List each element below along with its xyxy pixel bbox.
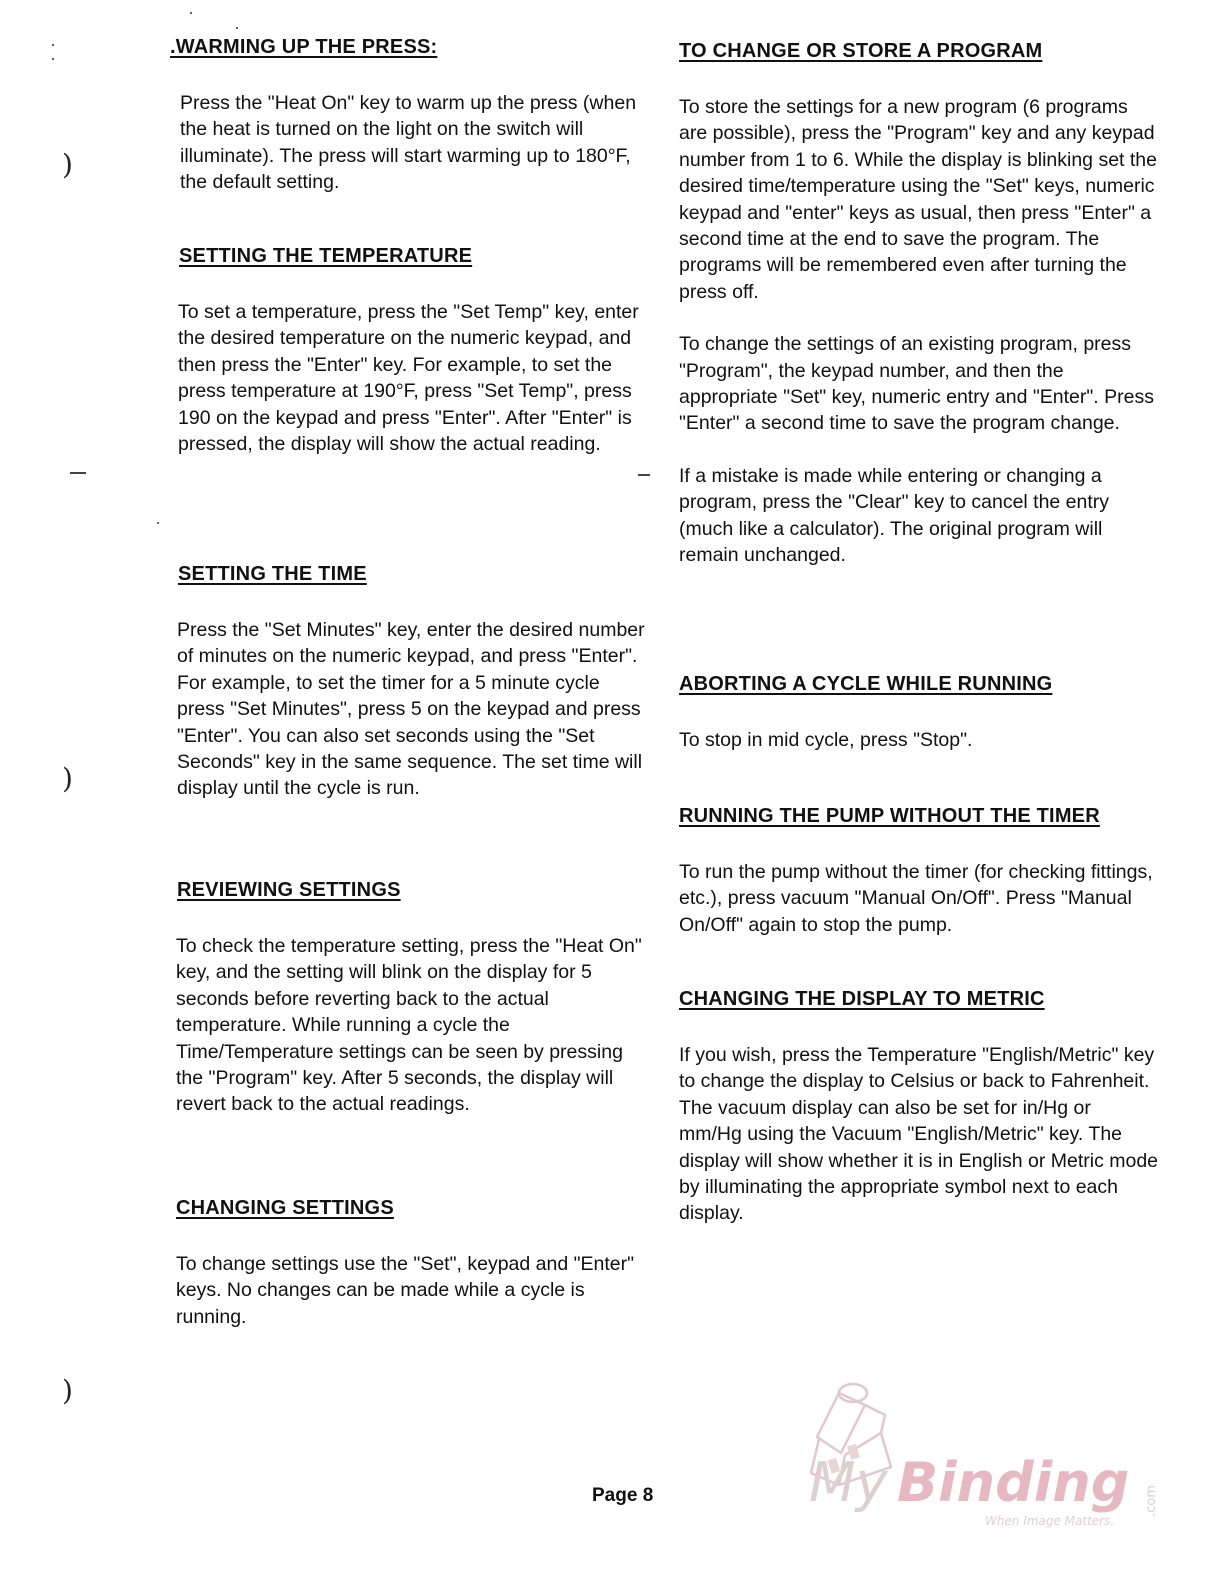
scan-speck	[157, 522, 159, 524]
para-time: Press the "Set Minutes" key, enter the desired number of minutes on the numeric keypad, and press "Enter". For example, to set the timer for a 5 minute cycle press "Set Minutes", press 5 on the keypad and press "Enter". You can also set seconds using the "Set Seconds" key in the same sequence. The set time will display until the cycle is run.	[177, 619, 645, 800]
section-reviewing	[176, 879, 651, 1118]
scan-speck	[236, 27, 238, 29]
binding-machine-icon	[805, 1375, 1175, 1535]
mybinding-watermark	[805, 1375, 1175, 1535]
para-changing: To change settings use the "Set", keypad and "Enter" keys. No changes can be made while a cycle is running.	[176, 1253, 635, 1328]
heading-pump: RUNNING THE PUMP WITHOUT THE TIMER	[679, 805, 1100, 827]
section-metric	[679, 988, 1159, 1227]
para-program-store: To store the settings for a new program (6 programs are possible), press the "Program" key and any keypad number from 1 to 6. While the display is blinking set the desired time/temperature using the "Set" keys, numeric keypad and "enter" keys as usual, then press "Enter" a second time at the end to save the program. The programs will be remembered even after turning the press off.	[679, 96, 1157, 303]
para-reviewing: To check the temperature setting, press the "Heat On" key, and the setting will blink on the display for 5 seconds before reverting back to the actual temperature. While running a cycle the Time/Temperature settings can be seen by pressing the "Program" key. After 5 seconds, the display will revert back to the actual readings.	[176, 935, 642, 1116]
para-warming: Press the "Heat On" key to warm up the press (when the heat is turned on the light on the switch will illuminate). The press will start warming up to 180°F, the default setting.	[180, 92, 637, 194]
binding-mark-3: )	[62, 1374, 73, 1407]
section-temperature	[176, 245, 651, 457]
section-warming	[170, 36, 651, 196]
scan-speck	[52, 44, 54, 46]
binding-mark-1: )	[62, 148, 73, 181]
para-aborting: To stop in mid cycle, press "Stop".	[679, 729, 973, 751]
para-temperature: To set a temperature, press the "Set Temp" key, enter the desired temperature on the numeric keypad, and then press the "Enter" key. For example, to set the press temperature at 190°F, press "Set Temp", press 190 on the keypad and press "Enter". After "Enter" is pressed, the display will show the actual reading.	[178, 301, 639, 456]
heading-time: SETTING THE TIME	[178, 563, 367, 585]
para-program-change: To change the settings of an existing program, press "Program", the keypad number, and then the appropriate "Set" key, numeric entry and "Enter". Press "Enter" a second time to save the program change.	[679, 333, 1154, 435]
para-pump: To run the pump without the timer (for checking fittings, etc.), press vacuum "Manual On/Off". Press "Manual On/Off" again to stop the pump.	[679, 861, 1153, 936]
section-aborting	[679, 673, 1159, 753]
binding-mark-2: )	[62, 762, 73, 795]
section-program	[679, 40, 1159, 569]
heading-aborting: ABORTING A CYCLE WHILE RUNNING	[679, 673, 1053, 695]
scan-dash	[70, 472, 86, 474]
section-pump	[679, 805, 1159, 938]
section-time	[176, 563, 651, 802]
brand-com: .com	[1144, 1485, 1159, 1517]
brand-binding: Binding	[897, 1451, 1130, 1514]
para-program-mistake: If a mistake is made while entering or changing a program, press the "Clear" key to cancel the entry (much like a calculator). The original program will remain unchanged.	[679, 464, 1110, 567]
scan-speck	[190, 12, 192, 14]
brand-tagline: When Image Matters.	[985, 1514, 1115, 1528]
scan-speck	[52, 58, 54, 60]
heading-warming: .WARMING UP THE PRESS:	[170, 36, 438, 58]
section-changing	[176, 1197, 651, 1330]
page-number: Page 8	[592, 1485, 654, 1506]
brand-my: My	[809, 1451, 888, 1514]
heading-metric: CHANGING THE DISPLAY TO METRIC	[679, 988, 1045, 1010]
scan-dash	[638, 474, 650, 476]
heading-changing: CHANGING SETTINGS	[176, 1197, 394, 1219]
heading-program: TO CHANGE OR STORE A PROGRAM	[679, 40, 1043, 62]
heading-temperature: SETTING THE TEMPERATURE	[179, 245, 473, 267]
para-metric: If you wish, press the Temperature "English/Metric" key to change the display to Celsius or back to Fahrenheit. The vacuum display can also be set for in/Hg or mm/Hg using the Vacuum "English/Metric" key. The display will show whether it is in English or Metric mode by illuminating the appropriate symbol next to each display.	[679, 1044, 1159, 1225]
heading-reviewing: REVIEWING SETTINGS	[177, 879, 401, 901]
